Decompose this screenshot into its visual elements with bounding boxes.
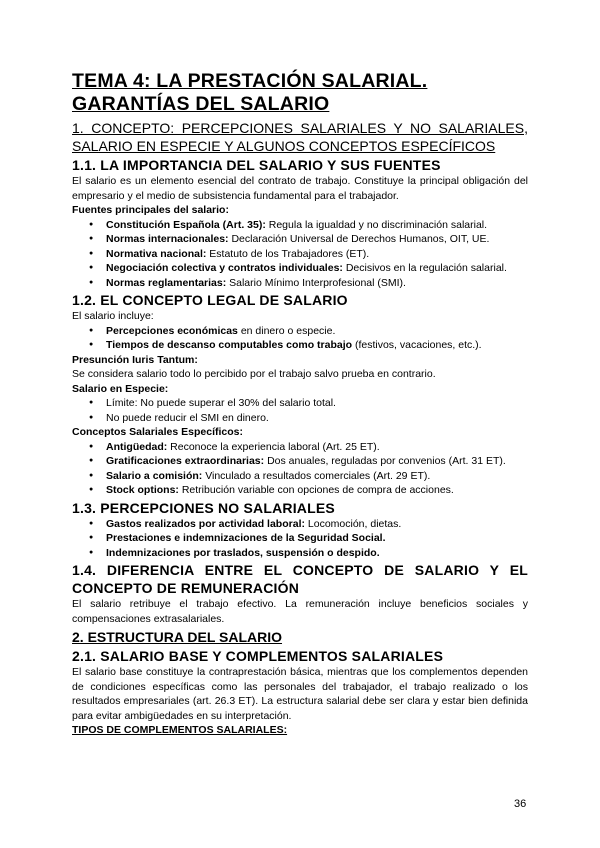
section-1-2-heading: 1.2. EL CONCEPTO LEGAL DE SALARIO [72,292,348,308]
section-1-2-intro: El salario incluye: [72,310,154,322]
presuncion-text: Se considera salario todo lo percibido por el trabajo salvo prueba en contrario. [72,368,436,380]
list-item: ● Gratificaciones extraordinarias: Dos anuales, reguladas por convenios (Art. 31 ET). [106,454,528,469]
section-2-heading: 2. ESTRUCTURA DEL SALARIO [72,629,283,645]
document-page [72,70,528,738]
list-item: ● Tiempos de descanso computables como trabajo (festivos, vacaciones, etc.). [106,338,528,353]
no-salariales-list [72,517,528,561]
conceptos-label: Conceptos Salariales Específicos: [72,426,243,438]
section-1-heading: 1. CONCEPTO: PERCEPCIONES SALARIALES Y NO SALARIALES, SALARIO EN ESPECIE Y ALGUNOS CONCEPTOS ESPECÍFICOS [72,120,528,154]
section-1-4-heading: 1.4. DIFERENCIA ENTRE EL CONCEPTO DE SALARIO Y EL CONCEPTO DE REMUNERACIÓN [72,562,528,596]
list-item: ● Normativa nacional: Estatuto de los Trabajadores (ET). [106,247,528,262]
list-item: ● Constitución Española (Art. 35): Regula la igualdad y no discriminación salarial. [106,218,528,233]
incluye-list [72,324,528,353]
fuentes-label: Fuentes principales del salario: [72,204,229,216]
list-item: ● No puede reducir el SMI en dinero. [106,411,528,426]
tipos-complementos-label: TIPOS DE COMPLEMENTOS SALARIALES: [72,724,288,736]
list-item: ● Salario a comisión: Vinculado a resultados comerciales (Art. 29 ET). [106,469,528,484]
list-item: ● Stock options: Retribución variable con opciones de compra de acciones. [106,483,528,498]
list-item: ● Gastos realizados por actividad laboral: Locomoción, dietas. [106,517,528,532]
list-item: ● Antigüedad: Reconoce la experiencia laboral (Art. 25 ET). [106,440,528,455]
especie-label: Salario en Especie: [72,382,169,395]
section-1-1-heading: 1.1. LA IMPORTANCIA DEL SALARIO Y SUS FUENTES [72,157,441,173]
list-item: ● Normas internacionales: Declaración Universal de Derechos Humanos, OIT, UE. [106,232,528,247]
section-1-3-heading: 1.3. PERCEPCIONES NO SALARIALES [72,499,335,516]
especie-list [72,396,528,425]
list-item: ● Límite: No puede superar el 30% del salario total. [106,396,528,411]
list-item: ● Negociación colectiva y contratos individuales: Decisivos en la regulación salarial. [106,261,528,276]
section-1-1-intro: El salario es un elemento esencial del contrato de trabajo. Constituye la principal obligación del empresario y el medio de subsistencia fundamental para el trabajador. [72,175,528,202]
section-2-1-heading: 2.1. SALARIO BASE Y COMPLEMENTOS SALARIALES [72,648,444,664]
page-number: 36 [514,798,527,810]
list-item: ● Indemnizaciones por traslados, suspensión o despido. [106,546,528,561]
list-item: ● Normas reglamentarias: Salario Mínimo Interprofesional (SMI). [106,276,528,291]
list-item: ● Prestaciones e indemnizaciones de la Seguridad Social. [106,531,528,546]
section-1-4-text: El salario retribuye el trabajo efectivo. La remuneración incluye beneficios sociales y compensaciones extrasalariales. [72,598,528,625]
page-title: TEMA 4: LA PRESTACIÓN SALARIAL. GARANTÍAS DEL SALARIO [72,70,428,115]
conceptos-list [72,440,528,498]
list-item: ● Percepciones económicas en dinero o especie. [106,324,528,339]
fuentes-list [72,218,528,291]
presuncion-label: Presunción Iuris Tantum: [72,353,198,366]
section-2-1-text: El salario base constituye la contraprestación básica, mientras que los complementos dependen de condiciones específicas como las personales del trabajador, el trabajo realizado o los resultados empresariales (art. 26.3 ET). La estructura salarial debe ser clara y estar bien definida para evitar ambigüedades en su interpretación. [72,666,528,722]
